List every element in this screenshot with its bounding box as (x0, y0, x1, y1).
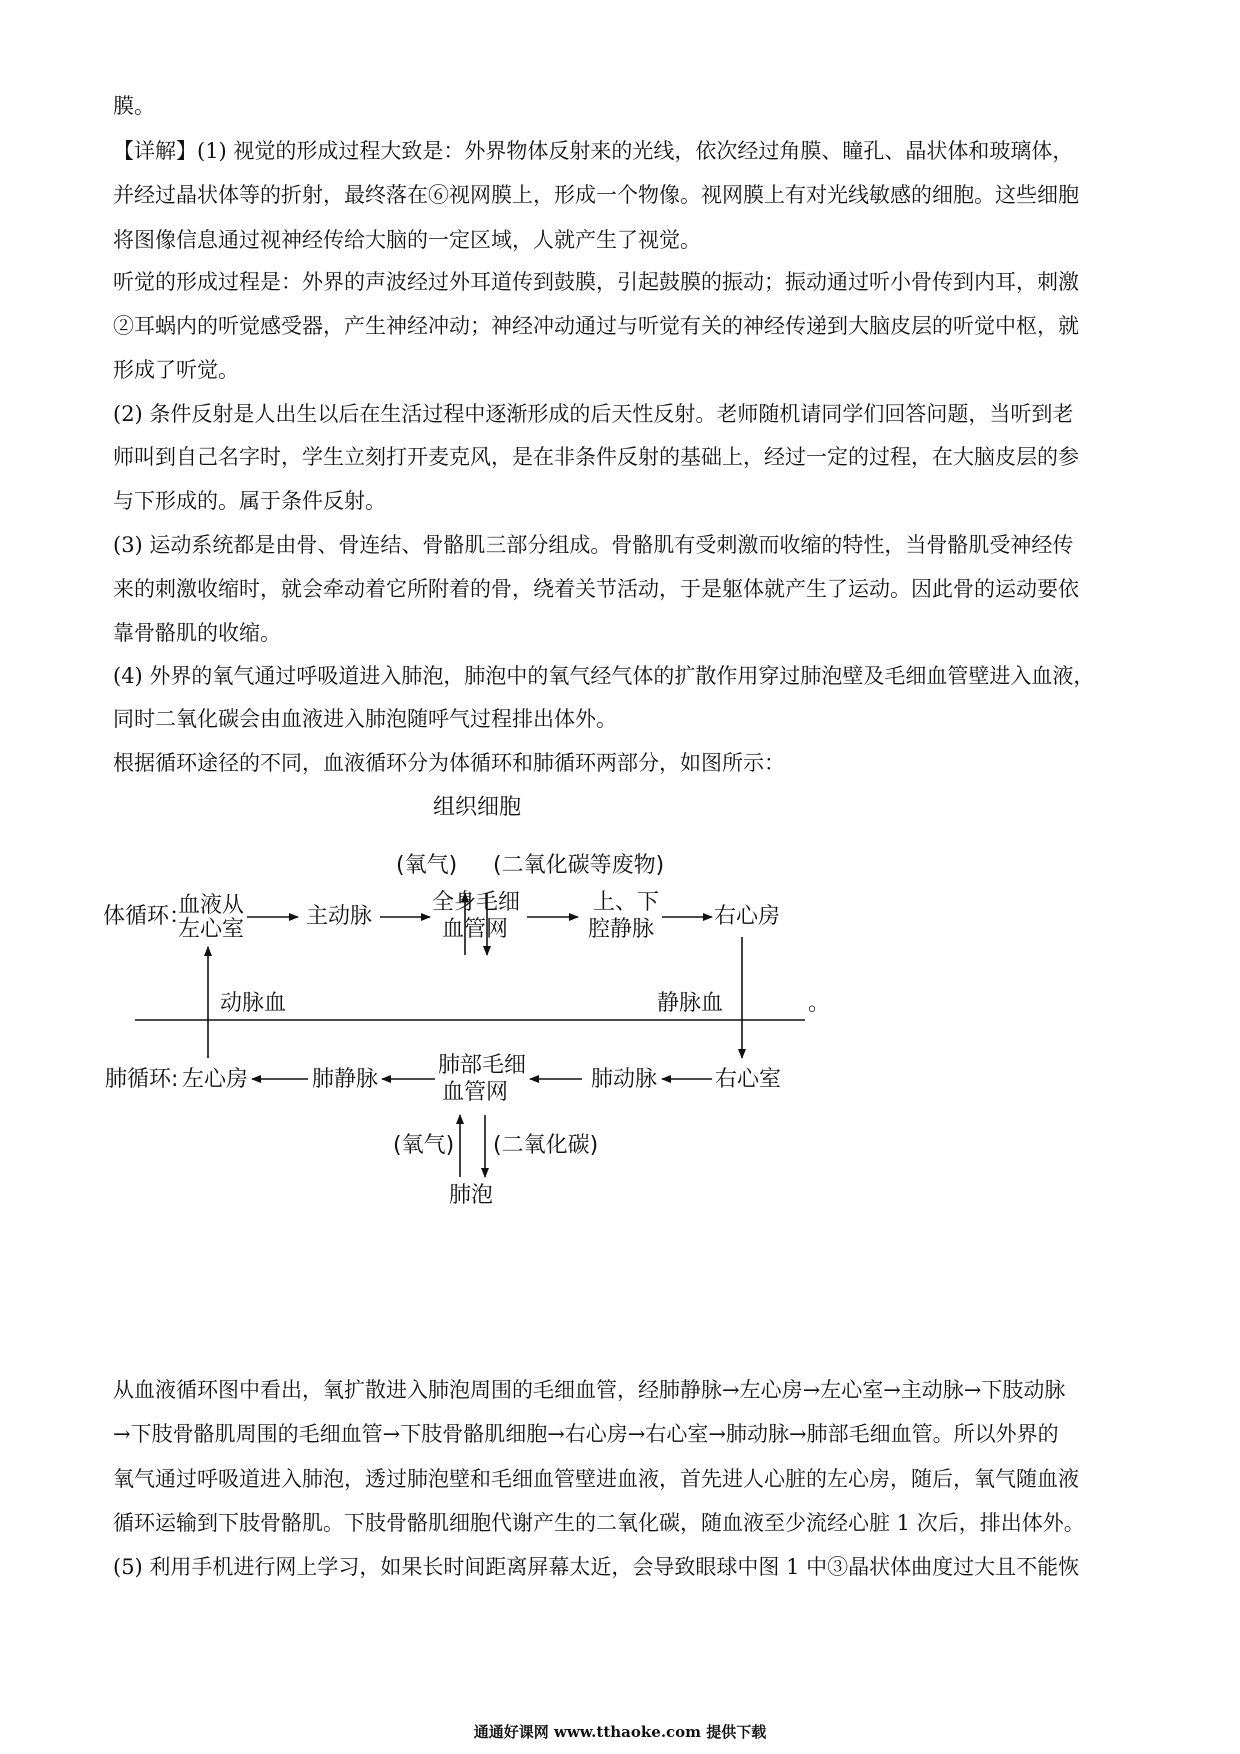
label-body-capillary-1: 全身毛细 (432, 890, 521, 915)
text-line: →下肢骨骼肌周围的毛细血管→下肢骨骼肌细胞→右心房→右心室→肺动脉→肺部毛细血管。所以外界的 (113, 1422, 1059, 1446)
label-tissue-cells: 组织细胞 (433, 795, 522, 820)
label-oxygen-top: (氧气) (396, 853, 458, 878)
text-line: 【详解】(1) 视觉的形成过程大致是：外界物体反射来的光线，依次经过角膜、瞳孔、晶状体和玻璃体， (113, 139, 1074, 163)
label-systemic-circulation: 体循环： (103, 904, 192, 929)
text-line: 来的刺激收缩时，就会牵动着它所附着的骨，绕着关节活动，于是躯体就产生了运动。因此骨的运动要依 (113, 577, 1079, 601)
text-line: 靠骨骼肌的收缩。 (113, 621, 281, 645)
text-line: (5) 利用手机进行网上学习，如果长时间距离屏幕太近，会导致眼球中图 1 中③晶状体曲度过大且不能恢 (113, 1555, 1080, 1579)
label-aorta: 主动脉 (306, 904, 373, 929)
label-pulmonary-vein: 肺静脉 (312, 1067, 379, 1092)
diagram-arrows (100, 875, 930, 1355)
page-footer: 通通好课网 www.tthaoke.com 提供下载 (473, 1723, 767, 1741)
label-vena-cava-1: 上、下 (593, 890, 660, 915)
text-line: 根据循环途径的不同，血液循环分为体循环和肺循环两部分，如图所示： (113, 751, 785, 775)
text-line: (3) 运动系统都是由骨、骨连结、骨骼肌三部分组成。骨骼肌有受刺激而收缩的特性，当骨骼肌受神经传 (113, 533, 1074, 557)
label-arterial-blood: 动脉血 (220, 991, 287, 1016)
label-body-capillary-2: 血管网 (442, 917, 509, 942)
text-line: 形成了听觉。 (113, 358, 239, 382)
label-right-ventricle: 右心室 (715, 1067, 782, 1092)
label-oxygen-bottom: (氧气) (393, 1133, 455, 1158)
label-pulmonary-artery: 肺动脉 (591, 1067, 658, 1092)
label-left-atrium: 左心房 (182, 1067, 249, 1092)
label-alveoli: 肺泡 (449, 1183, 494, 1208)
text-line: 师叫到自己名字时，学生立刻打开麦克风，是在非条件反射的基础上，经过一定的过程，在大脑皮层的参 (113, 445, 1079, 469)
blood-circulation-diagram (100, 795, 930, 1355)
label-vena-cava-2: 腔静脉 (588, 917, 655, 942)
text-line: (2) 条件反射是人出生以后在生活过程中逐渐形成的后天性反射。老师随机请同学们回答问题，当听到老 (113, 402, 1074, 426)
text-line: ②耳蜗内的听觉感受器，产生神经冲动；神经冲动通过与听觉有关的神经传递到大脑皮层的听觉中枢，就 (113, 314, 1079, 338)
label-period: 。 (808, 991, 831, 1016)
text-line: 同时二氧化碳会由血液进入肺泡随呼气过程排出体外。 (113, 707, 617, 731)
text-line: 将图像信息通过视神经传给大脑的一定区域，人就产生了视觉。 (113, 228, 701, 252)
label-co2-waste: (二氧化碳等废物) (493, 853, 665, 878)
label-lung-capillary-1: 肺部毛细 (438, 1053, 527, 1078)
text-line: 膜。 (113, 94, 155, 118)
label-lv-blood-2: 左心室 (178, 917, 245, 942)
label-venous-blood: 静脉血 (657, 991, 724, 1016)
text-line: 氧气通过呼吸道进入肺泡，透过肺泡壁和毛细血管壁进血液，首先进人心脏的左心房，随后，氧气随血液 (113, 1467, 1079, 1491)
text-line: (4) 外界的氧气通过呼吸道进入肺泡，肺泡中的氧气经气体的扩散作用穿过肺泡壁及毛细血管壁进入血液， (113, 664, 1095, 688)
text-line: 从血液循环图中看出，氧扩散进入肺泡周围的毛细血管，经肺静脉→左心房→左心室→主动脉→下肢动脉 (113, 1378, 1066, 1402)
text-line: 与下形成的。属于条件反射。 (113, 489, 386, 513)
label-lung-capillary-2: 血管网 (442, 1080, 509, 1105)
text-line: 并经过晶状体等的折射，最终落在⑥视网膜上，形成一个物像。视网膜上有对光线敏感的细胞。这些细胞 (113, 183, 1079, 207)
label-pulmonary-circulation: 肺循环: (105, 1067, 179, 1092)
label-lv-blood-1: 血液从 (178, 893, 245, 918)
text-line: 听觉的形成过程是：外界的声波经过外耳道传到鼓膜，引起鼓膜的振动；振动通过听小骨传到内耳，刺激 (113, 270, 1079, 294)
label-right-atrium: 右心房 (714, 904, 781, 929)
label-co2: (二氧化碳) (493, 1133, 599, 1158)
text-line: 循环运输到下肢骨骼肌。下肢骨骼肌细胞代谢产生的二氧化碳，随血液至少流经心脏 1 次后，排出体外。 (113, 1511, 1085, 1535)
